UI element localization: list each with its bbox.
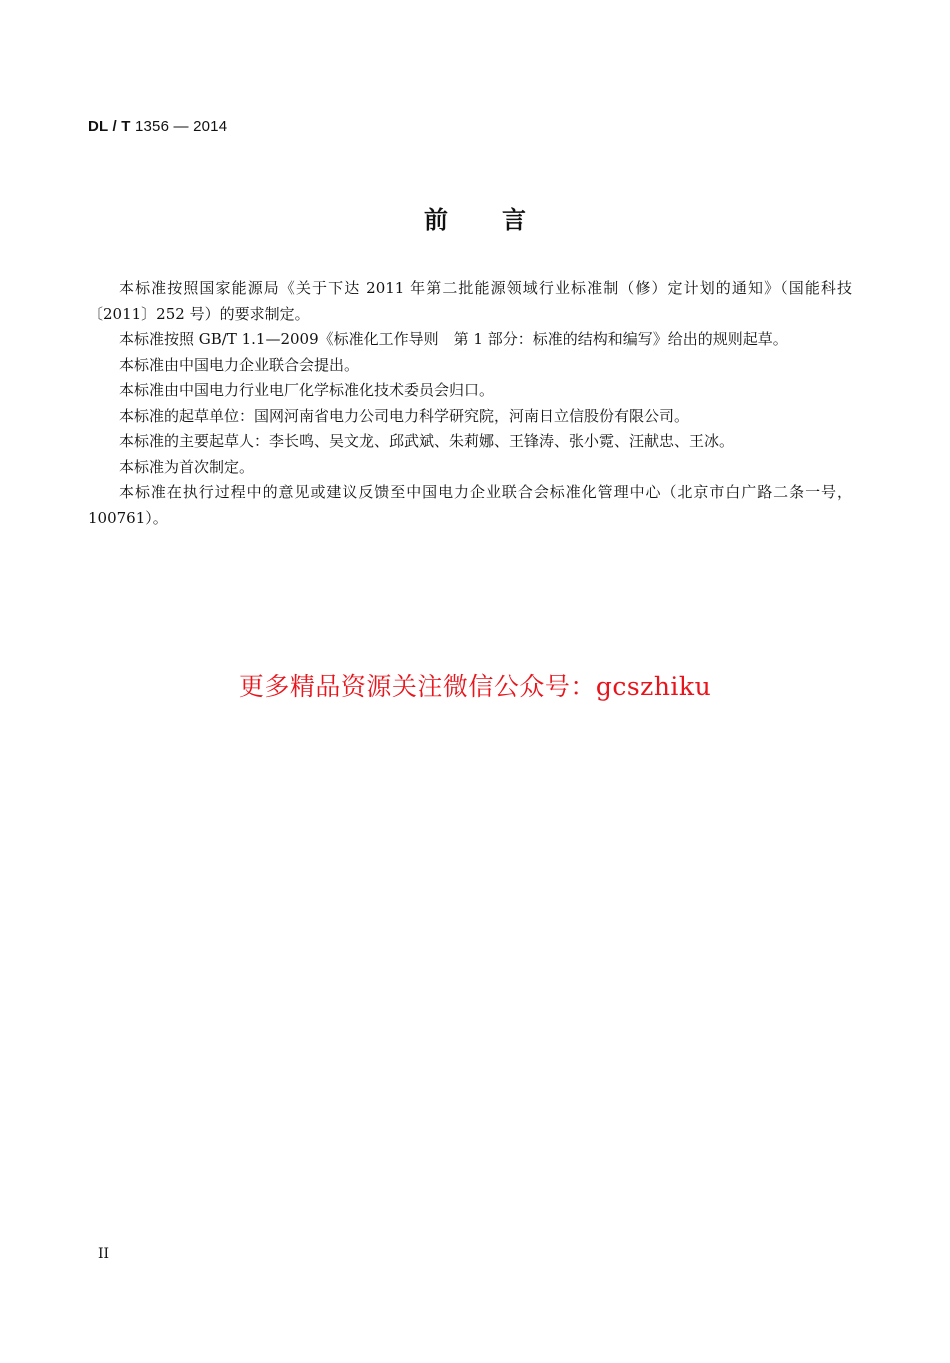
promo-text: 更多精品资源关注微信公众号：gcszhiku [238, 672, 712, 701]
paragraph-first-edition: 本标准为首次制定。 [119, 457, 255, 476]
paragraph-rules: 本标准按照 GB/T 1.1—2009《标准化工作导则 第 1 部分：标准的结构和编写》给出的规则起草。 [119, 330, 788, 348]
paragraph-committee: 本标准由中国电力行业电厂化学标准化技术委员会归口。 [119, 381, 495, 399]
paragraph-drafting-units: 本标准的起草单位：国网河南省电力公司电力科学研究院，河南日立信股份有限公司。 [119, 406, 690, 425]
standard-number: 1356 — 2014 [134, 118, 228, 135]
standard-code [88, 118, 227, 135]
standard-prefix: DL / T [88, 118, 131, 135]
foreword-body [88, 276, 852, 531]
paragraph-proposer: 本标准由中国电力企业联合会提出。 [119, 355, 360, 374]
paragraph-plan: 本标准按照国家能源局《关于下达 2011 年第二批能源领域行业标准制（修）定计划的通知》（国能科技〔2011〕252 号）的要求制定。 [88, 279, 852, 323]
paragraph-drafters: 本标准的主要起草人：李长鸣、吴文龙、邱武斌、朱莉娜、王锋涛、张小霓、汪献忠、王冰。 [119, 432, 735, 450]
paragraph-feedback: 本标准在执行过程中的意见或建议反馈至中国电力企业联合会标准化管理中心（北京市白广路二条一号，100761）。 [88, 483, 852, 527]
page-number: II [98, 1246, 110, 1262]
page-title: 前言 [424, 206, 580, 234]
